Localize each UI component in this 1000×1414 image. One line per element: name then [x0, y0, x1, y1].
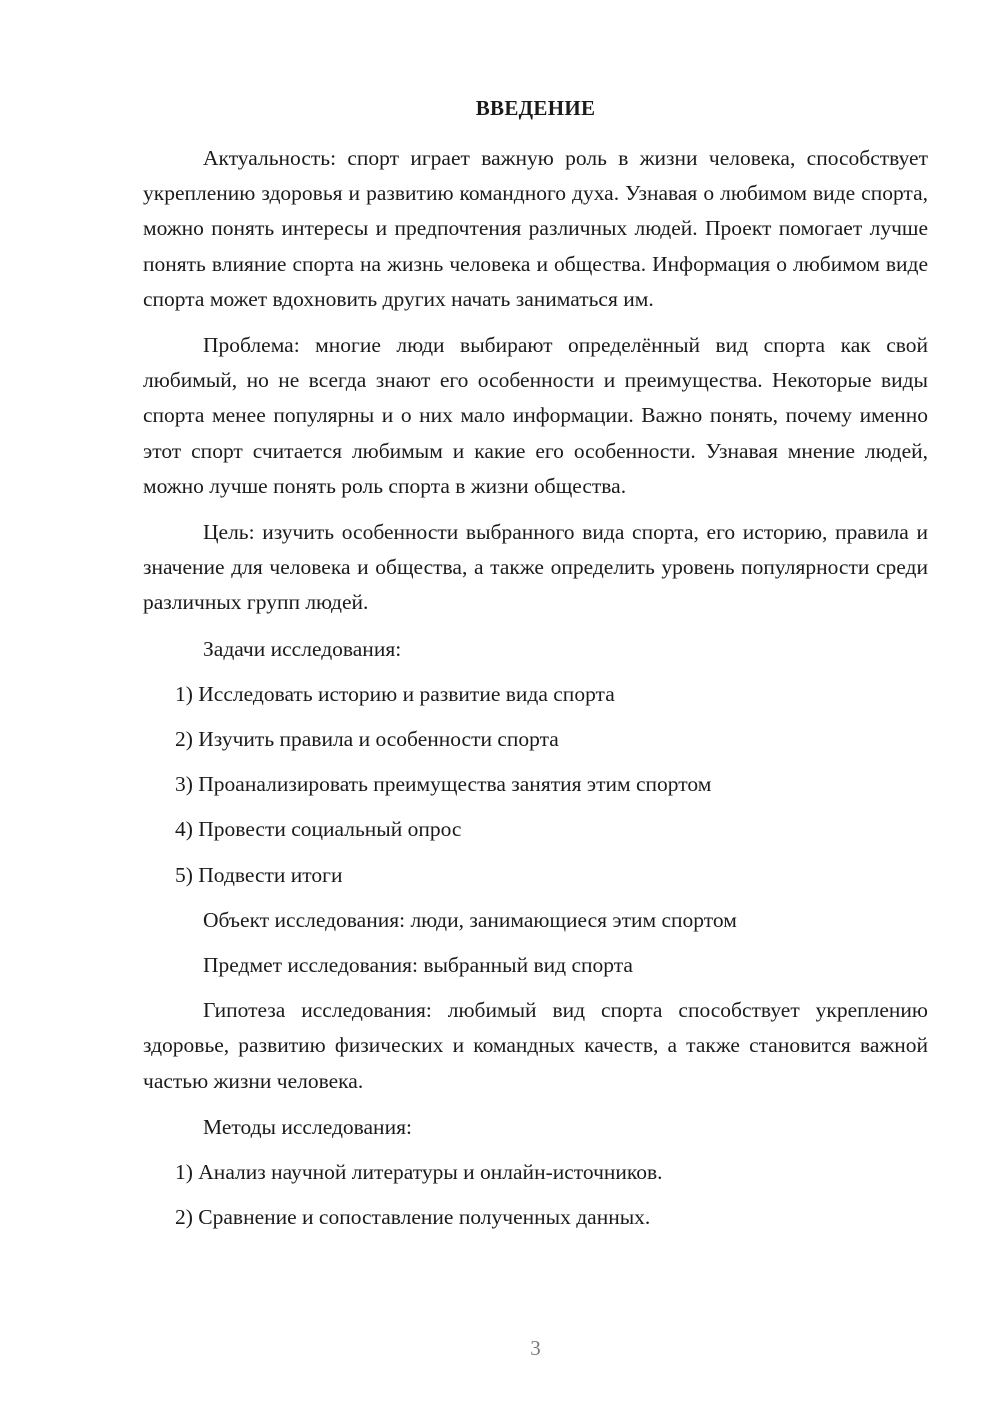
task-item: 3) Проанализировать преимущества занятия этим спортом	[175, 772, 712, 797]
goal-paragraph: Цель: изучить особенности выбранного вида спорта, его историю, правила и значение для человека и общества, а также определить уровень популярности среди различных групп людей.	[143, 520, 928, 615]
tasks-heading: Задачи исследования:	[203, 636, 402, 661]
hypothesis-paragraph: Гипотеза исследования: любимый вид спорта способствует укреплению здоровье, развитию физических и командных качеств, а также становится важной частью жизни человека.	[143, 998, 928, 1093]
page-number: 3	[530, 1336, 541, 1360]
method-item: 2) Сравнение и сопоставление полученных данных.	[175, 1205, 651, 1230]
subject-paragraph: Предмет исследования: выбранный вид спорта	[203, 953, 633, 978]
relevance-paragraph: Актуальность: спорт играет важную роль в жизни человека, способствует укреплению здоровья и развитию командного духа. Узнавая о любимом виде спорта, можно понять интересы и предпочтения различных людей. Проект помогает лучше понять влияние спорта на жизнь человека и общества. Информация о любимом виде спорта может вдохновить других начать заниматься им.	[143, 146, 928, 311]
section-title: ВВЕДЕНИЕ	[475, 96, 596, 120]
task-item: 1) Исследовать историю и развитие вида спорта	[175, 681, 615, 706]
object-paragraph: Объект исследования: люди, занимающиеся этим спортом	[203, 907, 737, 932]
task-item: 4) Провести социальный опрос	[175, 817, 462, 842]
document-page	[143, 0, 928, 1414]
method-item: 1) Анализ научной литературы и онлайн-источников.	[175, 1160, 663, 1185]
document-body	[143, 141, 928, 1245]
problem-paragraph: Проблема: многие люди выбирают определённый вид спорта как свой любимый, но не всегда знают его особенности и преимущества. Некоторые виды спорта менее популярны и о них мало информации. Важно понять, почему именно этот спорт считается любимым и какие его особенности. Узнавая мнение людей, можно лучше понять роль спорта в жизни общества.	[143, 333, 928, 498]
task-item: 2) Изучить правила и особенности спорта	[175, 727, 559, 752]
methods-heading: Методы исследования:	[203, 1114, 412, 1139]
task-item: 5) Подвести итоги	[175, 862, 343, 887]
